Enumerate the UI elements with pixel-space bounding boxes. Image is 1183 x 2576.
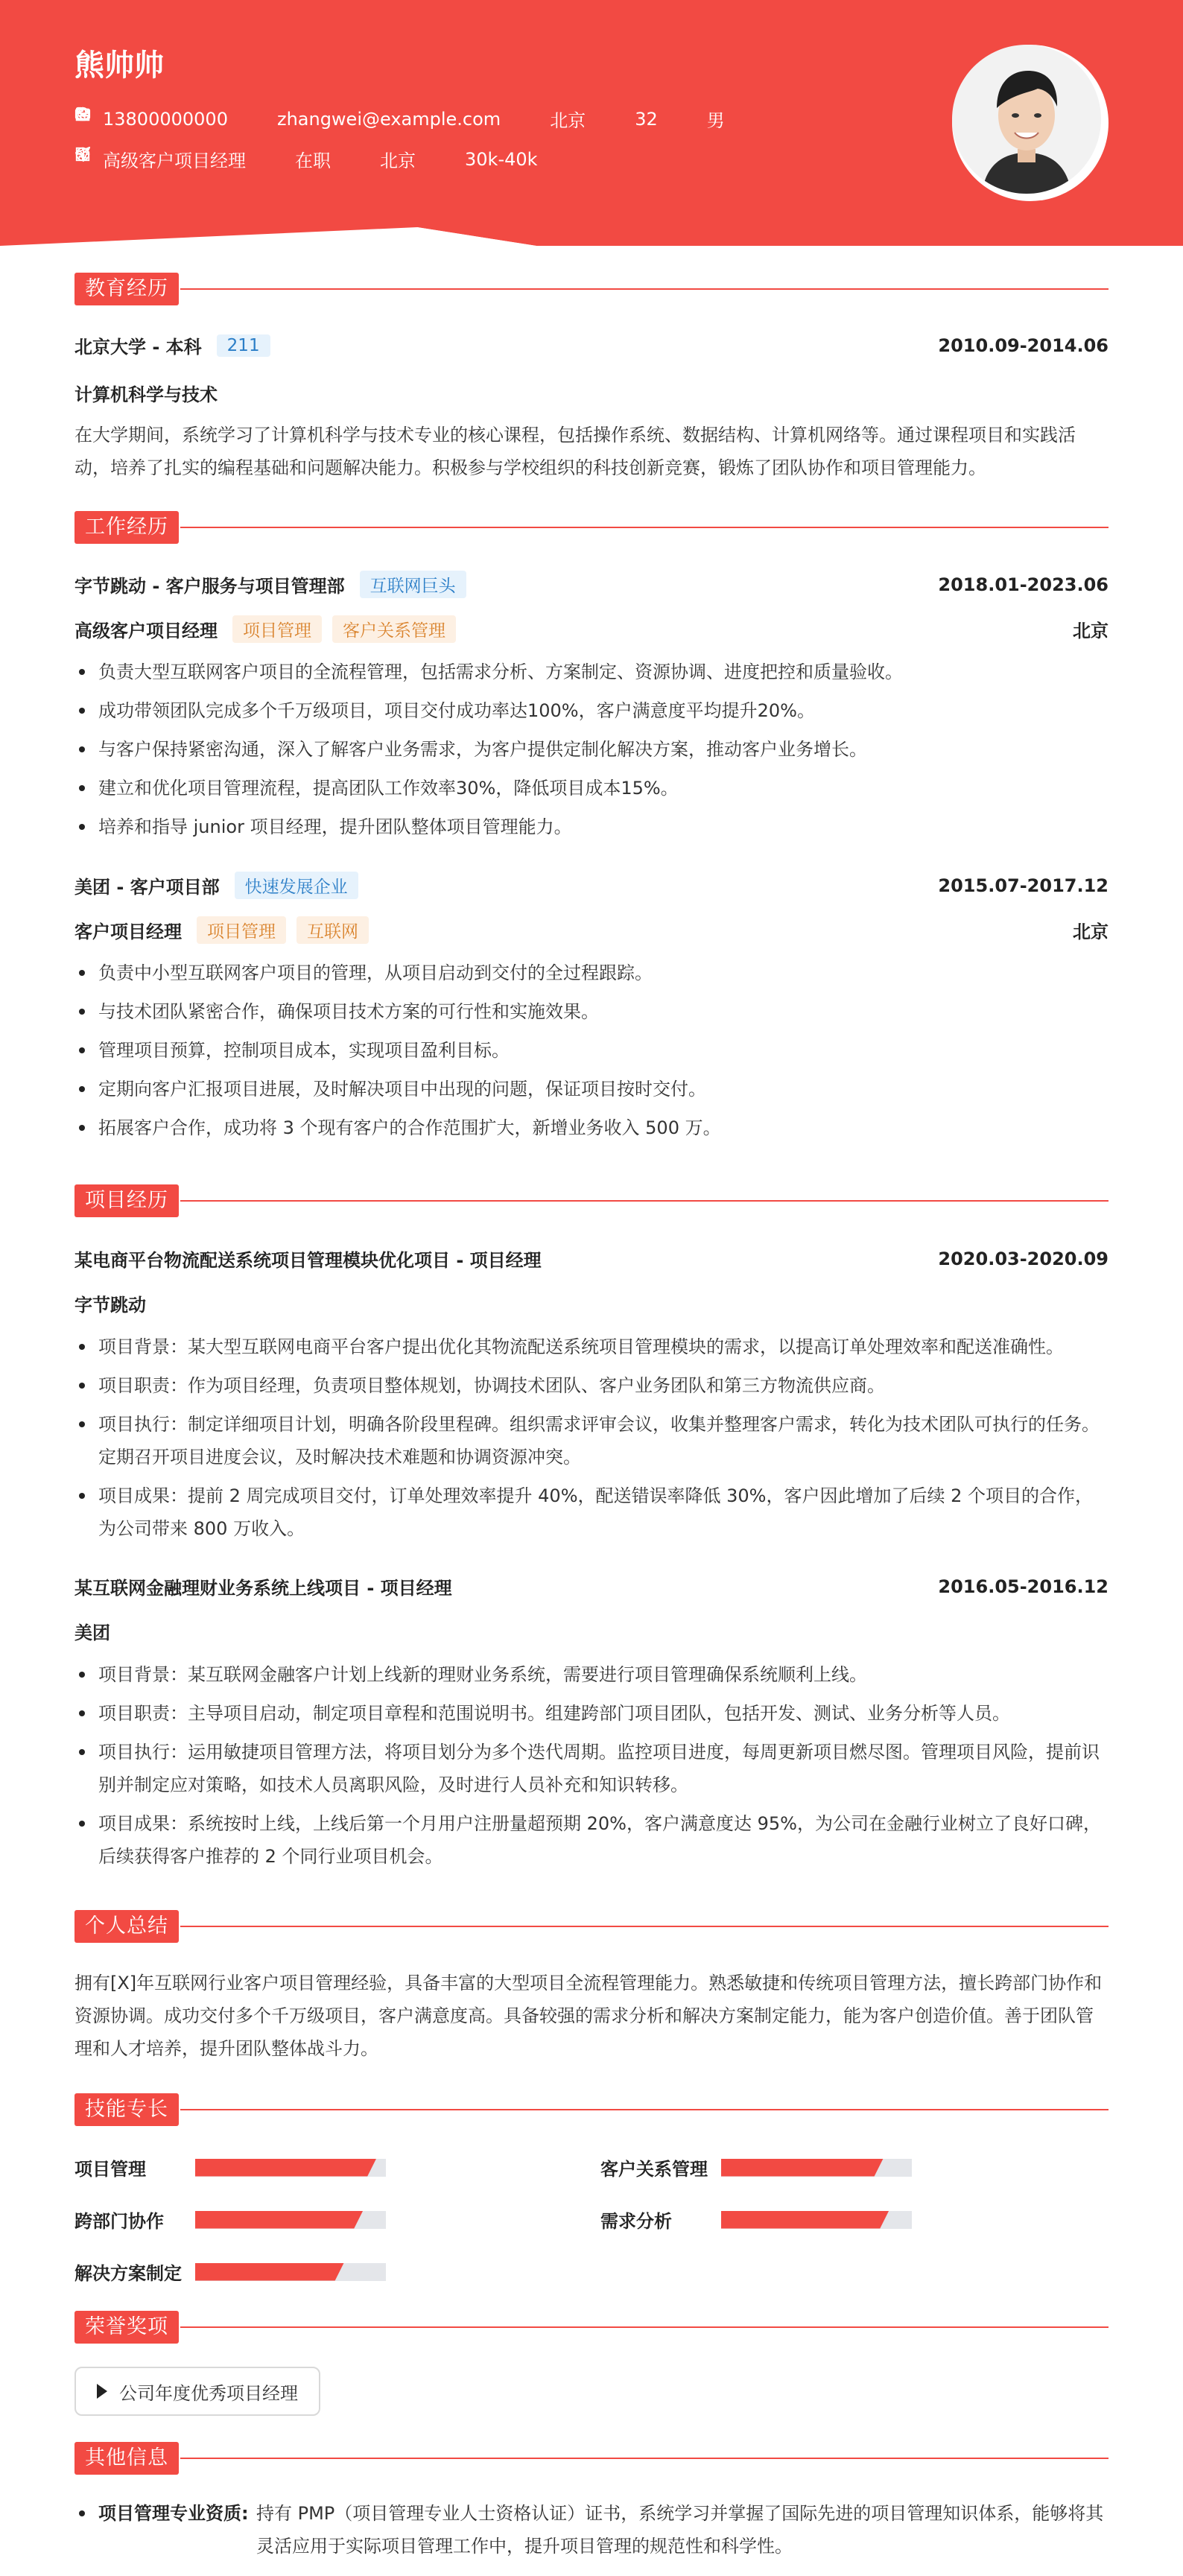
- job-company: 美团 - 客户项目部: [74, 877, 220, 898]
- section-summary: [74, 1910, 179, 1943]
- project-org: 美团: [74, 1622, 110, 1643]
- skill-bar: [721, 2211, 912, 2229]
- company-badge: 快速发展企业: [235, 872, 358, 899]
- skill-item: [74, 2259, 386, 2285]
- role-tag: 项目管理: [197, 916, 286, 944]
- job-company: 字节跳动 - 客户服务与项目管理部: [74, 576, 345, 597]
- skill-name: 跨部门协作: [74, 2211, 164, 2232]
- skill-bar: [195, 2159, 386, 2177]
- city-text: 北京: [550, 110, 586, 131]
- job-period: 2018.01-2023.06: [938, 574, 1109, 595]
- other-info-item: [74, 2497, 1109, 2563]
- job-header-row: [74, 571, 1109, 598]
- section-education: [74, 273, 179, 305]
- job-header-row: [74, 872, 1109, 899]
- job-role: 客户项目经理: [74, 921, 182, 942]
- job-item: [74, 146, 246, 172]
- education-header-row: [74, 332, 1109, 358]
- company-badge: 互联网巨头: [360, 571, 466, 598]
- section-divider: [180, 1200, 1109, 1202]
- section-title-education: 教育经历: [74, 273, 179, 305]
- job-city: 北京: [1073, 621, 1109, 641]
- age-item: [606, 109, 658, 130]
- project-org-row: [74, 1290, 1109, 1316]
- person-face-icon: [679, 110, 697, 128]
- skill-name: 客户关系管理: [600, 2159, 708, 2180]
- skill-bar-fill: [721, 2211, 889, 2229]
- project-header-row: [74, 1573, 1109, 1599]
- avatar: [952, 45, 1109, 201]
- list-item: 项目成果：提前 2 周完成项目交付，订单处理效率提升 40%，配送错误率降低 30%，客户因此增加了后续 2 个项目的合作，为公司带来 800 万收入。: [74, 1479, 1109, 1545]
- section-divider: [180, 2326, 1109, 2328]
- skill-bar: [721, 2159, 912, 2177]
- gender-text: 男: [706, 110, 725, 131]
- skill-item: [74, 2154, 386, 2180]
- email-item: [249, 109, 501, 130]
- email-text: zhangwei@example.com: [276, 108, 501, 130]
- candidate-name: 熊帅帅: [74, 48, 164, 83]
- salary-text: 30k-40k: [465, 148, 538, 170]
- list-item: 与技术团队紧密合作，确保项目技术方案的可行性和实施效果。: [74, 995, 1109, 1028]
- job-role-row: [74, 916, 1109, 944]
- skill-bar-fill: [195, 2263, 344, 2281]
- skill-item: [600, 2154, 912, 2180]
- section-title-projects: 项目经历: [74, 1184, 179, 1217]
- skill-name: 项目管理: [74, 2159, 146, 2180]
- major-name: 计算机科学与技术: [74, 384, 218, 405]
- project-org-row: [74, 1618, 1109, 1644]
- summary-text: 拥有[X]年互联网行业客户项目管理经验，具备丰富的大型项目全流程管理能力。熟悉敏捷和传统项目管理方法，擅长跨部门协作和资源协调。成功交付多个千万级项目，客户满意度高。具备较强的需求分析和解决方案制定能力，能为客户创造价值。善于团队管理和人才培养，提升团队整体战斗力。: [74, 1973, 1103, 2059]
- list-item: 管理项目预算，控制项目成本，实现项目盈利目标。: [74, 1034, 1109, 1067]
- list-item: 项目背景：某互联网金融客户计划上线新的理财业务系统，需要进行项目管理确保系统顺利上线。: [74, 1658, 1109, 1691]
- status-item: [267, 146, 331, 172]
- target-city-text: 北京: [380, 150, 416, 171]
- job-row: [74, 146, 559, 172]
- list-item: 成功带领团队完成多个千万级项目，项目交付成功率达100%，客户满意度平均提升20%。: [74, 694, 1109, 727]
- section-work: [74, 511, 179, 544]
- award-item: [74, 2367, 320, 2416]
- skill-item: [74, 2207, 386, 2233]
- list-item: 建立和优化项目管理流程，提高团队工作效率30%，降低项目成本15%。: [74, 772, 1109, 805]
- list-item: 培养和指导 junior 项目经理，提升团队整体项目管理能力。: [74, 810, 1109, 843]
- list-item: 项目执行：运用敏捷项目管理方法，将项目划分为多个迭代周期。监控项目进度，每周更新项目燃尽图。管理项目风险，提前识别并制定应对策略，如技术人员离职风险，及时进行人员补充和知识转移。: [74, 1736, 1109, 1801]
- role-tag: 项目管理: [232, 615, 322, 643]
- other-info-text: 持有 PMP（项目管理专业人士资格认证）证书，系统学习并掌握了国际先进的项目管理知识体系，能够将其灵活应用于实际项目管理工作中，提升项目管理的规范性和科学性。: [256, 2503, 1104, 2557]
- project-name: 某互联网金融理财业务系统上线项目 - 项目经理: [74, 1578, 452, 1599]
- education-major-row: [74, 380, 1109, 406]
- job-duties-list: [74, 656, 1109, 849]
- resume-header: [0, 0, 1183, 276]
- job-period: 2015.07-2017.12: [938, 875, 1109, 896]
- section-awards: [74, 2311, 179, 2344]
- skill-bar-fill: [721, 2159, 884, 2177]
- home-icon: [521, 110, 539, 128]
- project-name: 某电商平台物流配送系统项目管理模块优化项目 - 项目经理: [74, 1250, 542, 1271]
- avatar-portrait: [952, 45, 1101, 194]
- job-text: 高级客户项目经理: [103, 150, 246, 171]
- list-item: 负责中小型互联网客户项目的管理，从项目启动到交付的全过程跟踪。: [74, 957, 1109, 989]
- job-city: 北京: [1073, 921, 1109, 942]
- target-city-item: [352, 146, 416, 172]
- gender-item: [679, 106, 725, 132]
- list-item: 项目职责：作为项目经理，负责项目整体规划，协调技术团队、客户业务团队和第三方物流供应商。: [74, 1369, 1109, 1402]
- section-other: [74, 2442, 179, 2475]
- skill-bar: [195, 2211, 386, 2229]
- section-skills: [74, 2093, 179, 2126]
- play-triangle-icon: [97, 2384, 107, 2399]
- education-description: 在大学期间，系统学习了计算机科学与技术专业的核心课程，包括操作系统、数据结构、计算机网络等。通过课程项目和实践活动，培养了扎实的编程基础和问题解决能力。积极参与学校组织的科技创新竞赛，锻炼了团队协作和项目管理能力。: [74, 425, 1076, 478]
- job-role-row: [74, 615, 1109, 643]
- spinner-icon: [267, 150, 285, 168]
- skill-bar-fill: [195, 2211, 363, 2229]
- school-name: 北京大学 - 本科: [74, 337, 202, 358]
- project-header-row: [74, 1246, 1109, 1272]
- job-duties-list: [74, 957, 1109, 1150]
- cake-icon: [606, 110, 624, 128]
- phone-text: 13800000000: [103, 108, 228, 130]
- skill-bar: [195, 2263, 386, 2281]
- project-org: 字节跳动: [74, 1295, 146, 1316]
- section-title-other: 其他信息: [74, 2442, 179, 2475]
- list-item: 项目成果：系统按时上线，上线后第一个月用户注册量超预期 20%，客户满意度达 95%，为公司在金融行业树立了良好口碑，后续获得客户推荐的 2 个同行业项目机会。: [74, 1807, 1109, 1873]
- project-period: 2020.03-2020.09: [938, 1248, 1109, 1269]
- section-divider: [180, 1926, 1109, 1927]
- skill-name: 解决方案制定: [74, 2263, 182, 2284]
- education-period: 2010.09-2014.06: [938, 334, 1109, 356]
- list-item: 项目背景：某大型互联网电商平台客户提出优化其物流配送系统项目管理模块的需求，以提高订单处理效率和配送准确性。: [74, 1330, 1109, 1363]
- section-divider: [180, 288, 1109, 290]
- school-badge: 211: [217, 334, 270, 357]
- project-details-list: [74, 1330, 1109, 1551]
- section-divider: [180, 2109, 1109, 2110]
- section-projects: [74, 1184, 179, 1217]
- status-text: 在职: [295, 150, 331, 171]
- salary-item: [437, 149, 538, 170]
- contact-row: [74, 106, 746, 132]
- list-item: 定期向客户汇报项目进展，及时解决项目中出现的问题，保证项目按时交付。: [74, 1073, 1109, 1105]
- project-period: 2016.05-2016.12: [938, 1576, 1109, 1597]
- city-item: [521, 106, 586, 132]
- section-title-awards: 荣誉奖项: [74, 2311, 179, 2344]
- mail-icon: [249, 110, 267, 128]
- skill-item: [600, 2207, 912, 2233]
- age-text: 32: [635, 108, 658, 130]
- award-text: 公司年度优秀项目经理: [119, 2382, 298, 2404]
- skill-name: 需求分析: [600, 2211, 672, 2232]
- job-role: 高级客户项目经理: [74, 621, 218, 641]
- role-tag: 客户关系管理: [332, 615, 456, 643]
- project-details-list: [74, 1658, 1109, 1879]
- section-divider: [180, 2458, 1109, 2459]
- yen-coin-icon: [437, 150, 454, 168]
- section-title-work: 工作经历: [74, 511, 179, 544]
- skill-bar-fill: [195, 2159, 376, 2177]
- section-divider: [180, 527, 1109, 528]
- section-title-summary: 个人总结: [74, 1910, 179, 1943]
- phone-item: [74, 109, 228, 130]
- list-item: 项目职责：主导项目启动，制定项目章程和范围说明书。组建跨部门项目团队，包括开发、测试、业务分析等人员。: [74, 1697, 1109, 1730]
- list-item: 与客户保持紧密沟通，深入了解客户业务需求，为客户提供定制化解决方案，推动客户业务增长。: [74, 733, 1109, 766]
- other-info-label: 项目管理专业资质:: [98, 2503, 249, 2524]
- bullet-dot: [79, 2510, 85, 2516]
- list-item: 拓展客户合作，成功将 3 个现有客户的合作范围扩大，新增业务收入 500 万。: [74, 1111, 1109, 1144]
- list-item: 负责大型互联网客户项目的全流程管理，包括需求分析、方案制定、资源协调、进度把控和质量验收。: [74, 656, 1109, 688]
- role-tag: 互联网: [296, 916, 369, 944]
- list-item: 项目执行：制定详细项目计划，明确各阶段里程碑。组织需求评审会议，收集并整理客户需求，转化为技术团队可执行的任务。定期召开项目进度会议，及时解决技术难题和协调资源冲突。: [74, 1408, 1109, 1473]
- building-icon: [352, 150, 370, 168]
- section-title-skills: 技能专长: [74, 2093, 179, 2126]
